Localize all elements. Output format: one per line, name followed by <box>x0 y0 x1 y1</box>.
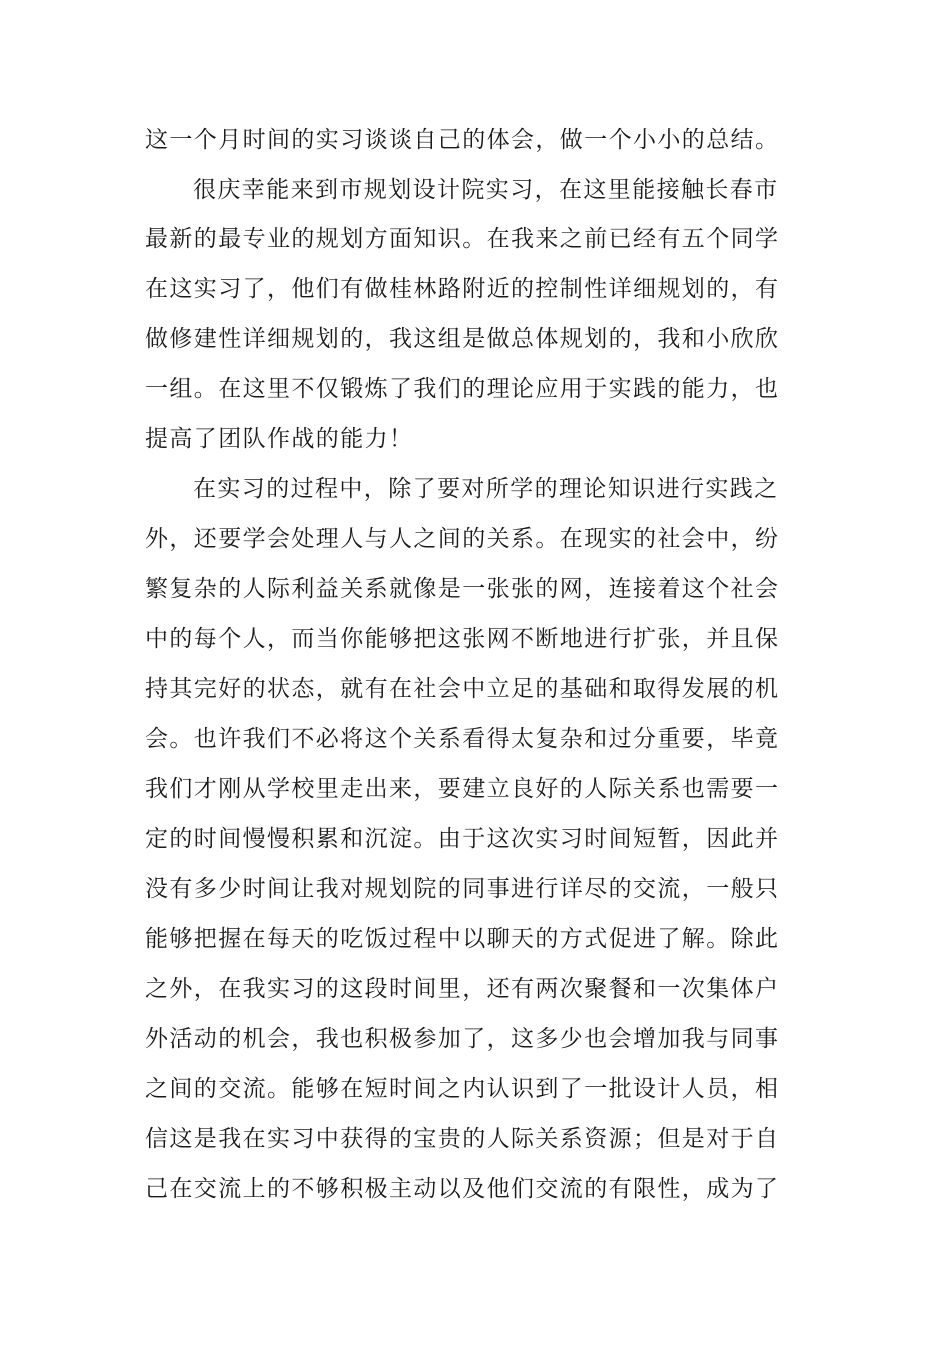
text-line: 信这是我在实习中获得的宝贵的人际关系资源；但是对于自 <box>145 1126 780 1152</box>
text-line: 持其完好的状态，就有在社会中立足的基础和取得发展的机 <box>145 676 780 702</box>
text-line: 外活动的机会，我也积极参加了，这多少也会增加我与同事 <box>145 1026 780 1052</box>
text-line: 提高了团队作战的能力！ <box>145 426 414 452</box>
text-line: 一组。在这里不仅锻炼了我们的理论应用于实践的能力，也 <box>145 376 780 402</box>
text-line: 繁复杂的人际利益关系就像是一张张的网，连接着这个社会 <box>145 576 780 602</box>
text-line: 会。也许我们不必将这个关系看得太复杂和过分重要，毕竟 <box>145 726 780 752</box>
text-line: 中的每个人，而当你能够把这张网不断地进行扩张，并且保 <box>145 626 780 652</box>
text-line: 定的时间慢慢积累和沉淀。由于这次实习时间短暂，因此并 <box>145 826 780 852</box>
text-line: 我们才刚从学校里走出来，要建立良好的人际关系也需要一 <box>145 776 780 802</box>
text-line: 之外，在我实习的这段时间里，还有两次聚餐和一次集体户 <box>145 976 780 1002</box>
text-line: 在这实习了，他们有做桂林路附近的控制性详细规划的，有 <box>145 276 780 302</box>
text-line: 最新的最专业的规划方面知识。在我来之前已经有五个同学 <box>145 226 780 252</box>
text-line: 在实习的过程中，除了要对所学的理论知识进行实践之 <box>193 476 779 502</box>
text-line: 己在交流上的不够积极主动以及他们交流的有限性，成为了 <box>145 1176 780 1202</box>
text-line: 能够把握在每天的吃饭过程中以聊天的方式促进了解。除此 <box>145 926 780 952</box>
text-line: 很庆幸能来到市规划设计院实习，在这里能接触长春市 <box>193 177 779 203</box>
text-line: 外，还要学会处理人与人之间的关系。在现实的社会中，纷 <box>145 526 780 552</box>
text-line: 做修建性详细规划的，我这组是做总体规划的，我和小欣欣 <box>145 326 780 352</box>
text-line: 没有多少时间让我对规划院的同事进行详尽的交流，一般只 <box>145 876 780 902</box>
text-line: 这一个月时间的实习谈谈自己的体会，做一个小小的总结。 <box>145 127 780 153</box>
text-line: 之间的交流。能够在短时间之内认识到了一批设计人员，相 <box>145 1076 780 1102</box>
